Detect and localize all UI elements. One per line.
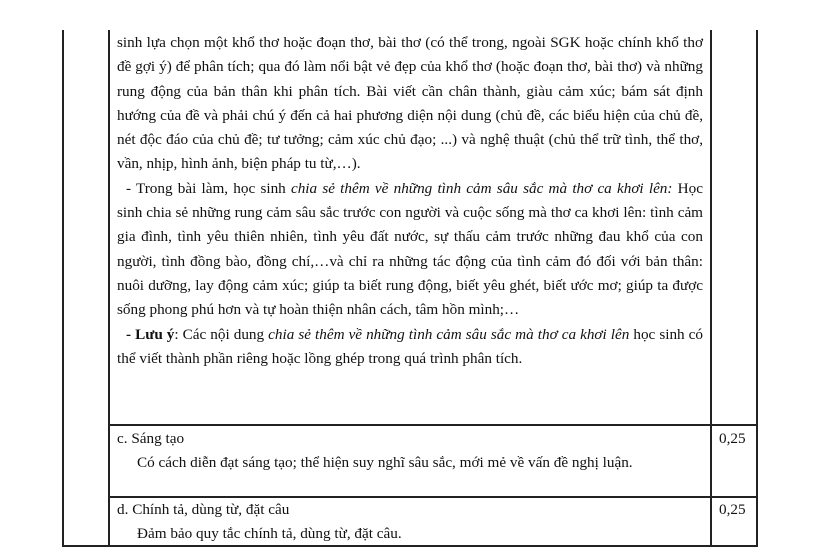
note-rest: học sinh có thể viết thành phần riêng hoặc lồng ghép trong quá trình phân tích. bbox=[117, 325, 704, 367]
share-paragraph bbox=[117, 177, 703, 323]
spelling-body: Đảm bảo quy tắc chính tả, dùng từ, đặt câu. bbox=[137, 525, 402, 543]
table-divider-col2 bbox=[710, 30, 712, 547]
main-content-cell bbox=[117, 31, 703, 371]
note-italic: chia sẻ thêm về những tình cảm sâu sắc mà thơ ca khơi lên bbox=[268, 325, 630, 343]
spelling-cell bbox=[117, 498, 703, 547]
creativity-body: Có cách diễn đạt sáng tạo; thể hiện suy nghĩ sâu sắc, mới mẻ về vấn đề nghị luận. bbox=[137, 454, 633, 472]
table-divider-col1 bbox=[108, 30, 110, 547]
creativity-title: c. Sáng tạo bbox=[117, 430, 185, 447]
creativity-score: 0,25 bbox=[719, 430, 746, 447]
table-border-left bbox=[62, 30, 64, 547]
note-colon: : Các nội dung bbox=[174, 325, 269, 343]
row-divider-1 bbox=[108, 424, 757, 426]
share-italic: chia sẻ thêm về những tình cảm sâu sắc mà thơ ca khơi lên: bbox=[290, 179, 673, 197]
creativity-cell bbox=[117, 427, 703, 476]
note-label: - Lưu ý bbox=[126, 325, 175, 343]
share-rest: Học sinh chia sẻ những rung cảm sâu sắc trước con người và cuộc sống mà thơ ca khơi lên: tình cảm gia đình, tình yêu thiên nhiên, tình yêu đất nước, sự thấu cảm trước những đau khổ của con người, tình đồng bào, đồng chí,…và chỉ ra những tác động của tình cảm đó đối với bản thân: nuôi dưỡng, lay động cảm xúc; giúp ta biết rung động, biết yêu ghét, biết ước mơ; giúp ta được sống phong phú hơn và tự hoàn thiện nhân cách, tâm hồn mình;… bbox=[117, 179, 703, 319]
spelling-title: d. Chính tả, dùng từ, đặt câu bbox=[117, 501, 290, 518]
note-paragraph bbox=[117, 323, 703, 372]
share-prefix: - Trong bài làm, học sinh bbox=[126, 179, 291, 197]
spelling-score: 0,25 bbox=[719, 501, 746, 518]
intro-paragraph: sinh lựa chọn một khổ thơ hoặc đoạn thơ, bài thơ (có thể trong, ngoài SGK hoặc chính khổ thơ đề gợi ý) để phân tích; qua đó làm nổi bật vẻ đẹp của khổ thơ (hoặc đoạn thơ, bài thơ) và những rung động của bản thân khi phân tích. Bài viết cần chân thành, giàu cảm xúc; bám sát định hướng của đề và phải chú ý đến cả hai phương diện nội dung (chủ đề, các biểu hiện của chủ đề, nét độc đáo của chủ đề; tư tưởng; cảm xúc chủ đạo; ...) và nghệ thuật (chủ thể trữ tình, thể thơ, vần, nhịp, hình ảnh, biện pháp tu từ,…). bbox=[117, 34, 703, 173]
table-border-right bbox=[756, 30, 758, 547]
